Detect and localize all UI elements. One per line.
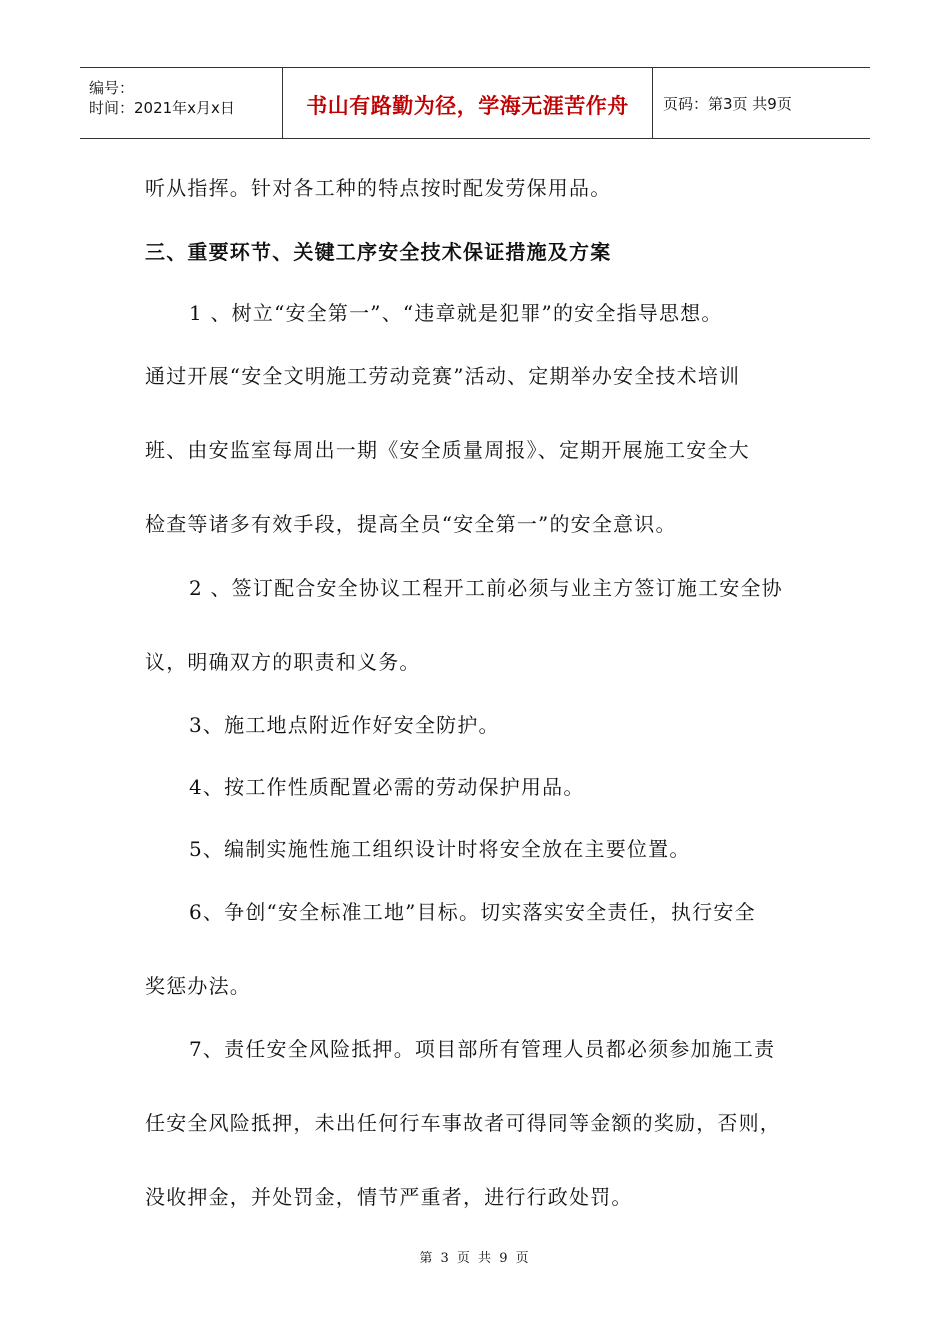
item-1-line-4: 检查等诸多有效手段，提高全员“安全第一”的安全意识。: [145, 512, 677, 536]
item-6-line-1: 6、争创“安全标准工地”目标。切实落实安全责任，执行安全: [189, 900, 756, 924]
item-7-line-2: 任安全风险抵押，未出任何行车事故者可得同等金额的奖励，否则，: [145, 1111, 781, 1135]
item-7-line-1: 7、责任安全风险抵押。项目部所有管理人员都必须参加施工责: [189, 1037, 776, 1061]
page-footer: 第 3 页 共 9 页: [419, 1251, 531, 1266]
item-4: 4、按工作性质配置必需的劳动保护用品。: [189, 775, 585, 799]
body-line: 听从指挥。针对各工种的特点按时配发劳保用品。: [145, 176, 612, 200]
item-1-line-3: 班、由安监室每周出一期《安全质量周报》、定期开展施工安全大: [145, 438, 750, 462]
item-5: 5、编制实施性施工组织设计时将安全放在主要位置。: [189, 837, 691, 861]
item-1-line-1: 1 、树立“安全第一”、“违章就是犯罪”的安全指导思想。: [189, 301, 723, 325]
document-date-label: 时间：2021年x月x日: [89, 99, 235, 117]
section-heading: 三、重要环节、关键工序安全技术保证措施及方案: [145, 240, 612, 264]
item-7-line-3: 没收押金，并处罚金，情节严重者，进行行政处罚。: [145, 1185, 633, 1209]
document-number-label: 编号：: [89, 79, 135, 97]
document-header: [80, 67, 870, 139]
item-6-line-2: 奖惩办法。: [145, 974, 251, 998]
header-motto: 书山有路勤为径，学海无涯苦作舟: [282, 68, 653, 138]
item-2-line-1: 2 、签订配合安全协议工程开工前必须与业主方签订施工安全协: [189, 576, 783, 600]
item-2-line-2: 议，明确双方的职责和义务。: [145, 650, 421, 674]
item-3: 3、施工地点附近作好安全防护。: [189, 713, 500, 737]
header-page-label: 页码：第3页 共9页: [663, 94, 792, 113]
item-1-line-2: 通过开展“安全文明施工劳动竞赛”活动、定期举办安全技术培训: [145, 364, 741, 388]
header-meta: [80, 68, 282, 138]
